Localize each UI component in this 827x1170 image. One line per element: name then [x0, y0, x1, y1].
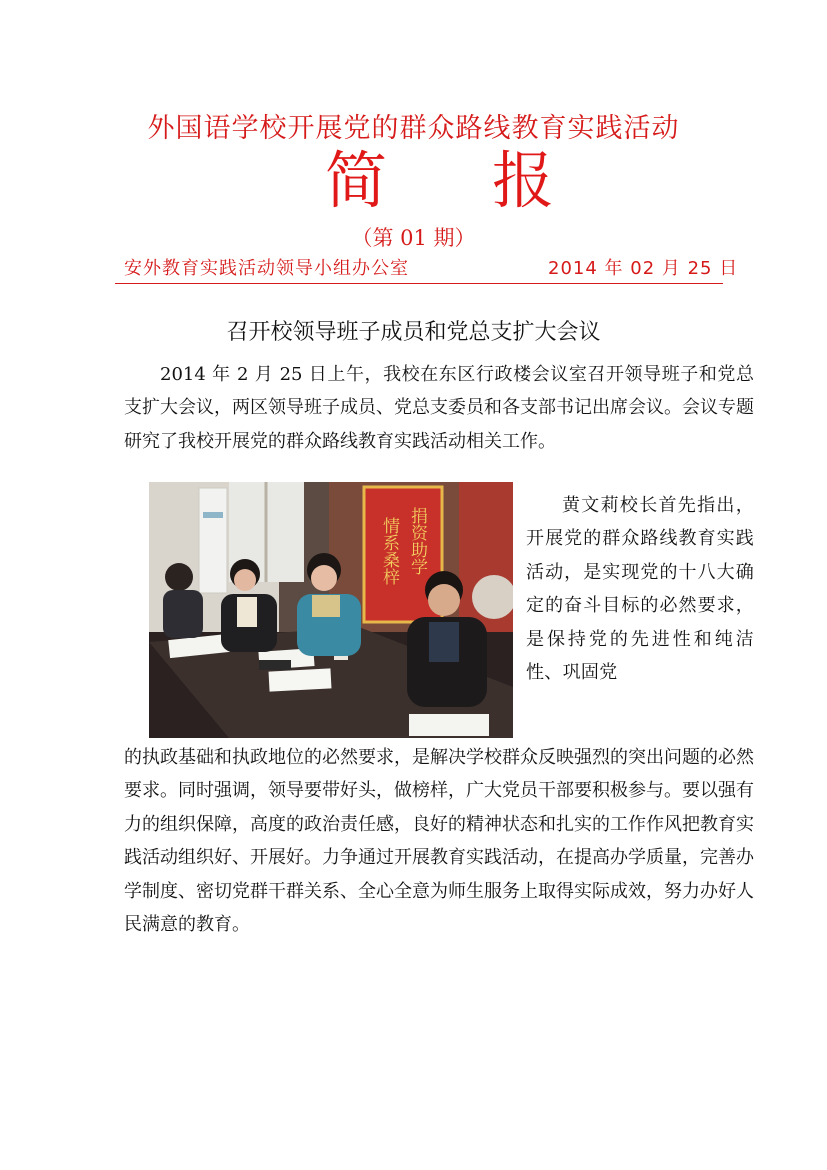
bulletin-name-char-1: 简	[325, 144, 388, 217]
article-paragraph-1: 2014 年 2 月 25 日上午，我校在东区行政楼会议室召开领导班子和党总支扩大会议，两区领导班子成员、党总支委员和各支部书记出席会议。会议专题研究了我校开展党的群众路线教育实践活动相关工作。	[124, 364, 754, 452]
bulletin-name-char-2: 报	[492, 144, 555, 217]
meeting-photo	[149, 482, 513, 738]
article-paragraph-2-continued: 的执政基础和执政地位的必然要求，是解决学校群众反映强烈的突出问题的必然要求。同时强调，领导要带好头，做榜样，广大党员干部要积极参与。要以强有力的组织保障，高度的政治责任感，良好的精神状态和扎实的工作作风把教育实践活动组织好、开展好。力争通过开展教育实践活动，在提高办学质量，完善办学制度、密切党群干群关系、全心全意为师生服务上取得实际成效，努力办好人民满意的教育。	[124, 747, 754, 936]
bulletin-title: 外国语学校开展党的群众路线教育实践活动	[147, 113, 680, 144]
banner-text-1: 情系桑梓	[379, 517, 399, 585]
issue-number: （第 01 期）	[351, 226, 476, 250]
header-divider	[115, 283, 723, 284]
article-headline: 召开校领导班子成员和党总支扩大会议	[226, 320, 601, 345]
issuer-office: 安外教育实践活动领导小组办公室	[124, 258, 409, 279]
banner-text-2: 捐资助学	[407, 507, 427, 575]
meeting-photo-illustration	[149, 482, 513, 738]
issue-date: 2014 年 02 月 25 日	[548, 258, 739, 279]
article-paragraph-2: 黄文莉校长首先指出，开展党的群众路线教育实践活动，是实现党的十八大确定的奋斗目标的必然要求，是保持党的先进性和纯洁性、巩固党	[526, 495, 754, 684]
